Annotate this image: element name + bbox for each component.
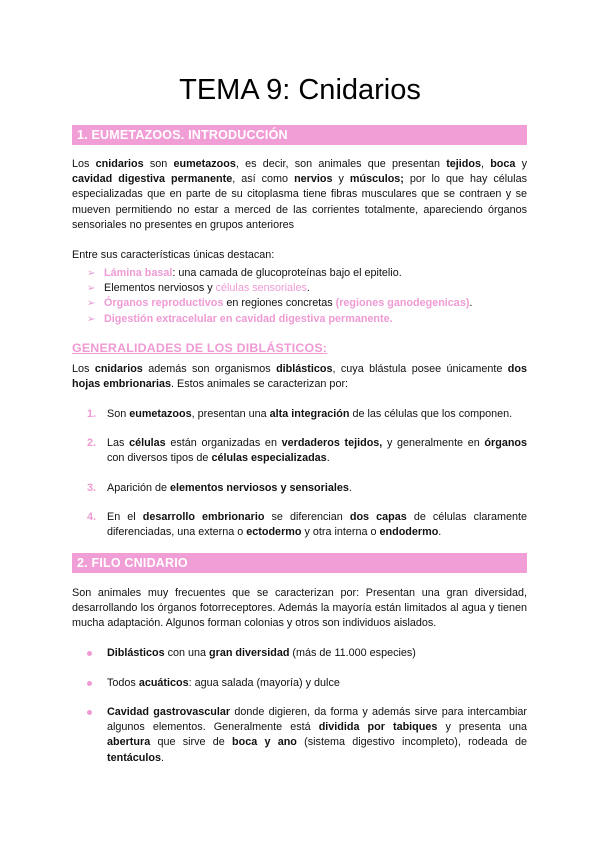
dot-bullet-icon (87, 651, 92, 656)
diblasticos-intro-paragraph: Los cnidarios además son organismos diblásticos, cuya blástula posee únicamente dos hojas embrionarias. Estos animales se caracterizan por: (72, 363, 527, 391)
features-list (87, 266, 527, 327)
numbered-item: 1. Son eumetazoos, presentan una alta integración de las células que los componen. (87, 408, 513, 420)
arrow-bullet-icon: ➢ (87, 268, 96, 279)
list-item: ➢ Elementos nerviosos y células sensoriales. (87, 281, 527, 296)
list-item: ➢ Lámina basal: una camada de glucoproteínas bajo el epitelio. (87, 266, 527, 281)
section-heading-filo-cnidario: 2. FILO CNIDARIO (72, 553, 527, 573)
features-lead-text: Entre sus características únicas destacan: (72, 249, 275, 261)
bullet-item: Diblásticos con una gran diversidad (más de 11.000 especies) (87, 646, 527, 661)
list-item: ➢ Digestión extracelular en cavidad digestiva permanente. (87, 312, 527, 327)
numbered-item: 2. Las células están organizadas en verdaderos tejidos, y generalmente en órganos con diversos tipos de células especializadas. (87, 437, 528, 465)
eumetazoos-intro-paragraph: Los cnidarios son eumetazoos, es decir, son animales que presentan tejidos, boca y cavidad digestiva permanente, así como nervios y músculos; por lo que hay células especializadas que en parte de su citoplasma tiene fibras musculares que se contraen y se mueven permitiendo no estar a merced de las corrientes totalmente, apareciendo órganos sensoriales no presentes en grupos anteriores (72, 158, 528, 231)
list-item: ➢ Órganos reproductivos en regiones concretas (regiones ganodegenicas). (87, 296, 527, 311)
section-heading-eumetazoos: 1. EUMETAZOOS. INTRODUCCIÓN (72, 125, 527, 145)
bullet-item: Todos acuáticos: agua salada (mayoría) y dulce (87, 676, 527, 691)
numbered-item: 4. En el desarrollo embrionario se diferencian dos capas de células claramente diferenciadas, una externa o ectodermo y otra interna o endodermo. (87, 511, 527, 539)
arrow-bullet-icon: ➢ (87, 283, 96, 295)
arrow-bullet-icon: ➢ (87, 313, 96, 325)
dot-bullet-icon (87, 681, 92, 686)
arrow-bullet-icon: ➢ (87, 298, 96, 310)
dot-bullet-icon (87, 710, 92, 715)
page-title: TEMA 9: Cnidarios (179, 74, 421, 106)
numbered-item: 3. Aparición de elementos nerviosos y sensoriales. (87, 482, 352, 494)
diblasticos-subheading: GENERALIDADES DE LOS DIBLÁSTICOS: (72, 341, 328, 355)
bullet-item: Cavidad gastrovascular donde digieren, da forma y además sirve para intercambiar algunos elementos. Generalmente está dividida por tabiques y presenta una abertura que sirve de boca y ano (sistema digestivo incompleto), rodeada de tentáculos. (87, 705, 527, 766)
filo-intro-paragraph: Son animales muy frecuentes que se caracterizan por: Presentan una gran diversidad, desarrollando los órganos fotorreceptores. Además la mayoría están limitados al agua y tienen mucha adaptación. Algunos forman colonias y otros son individuos aislados. (72, 587, 527, 630)
